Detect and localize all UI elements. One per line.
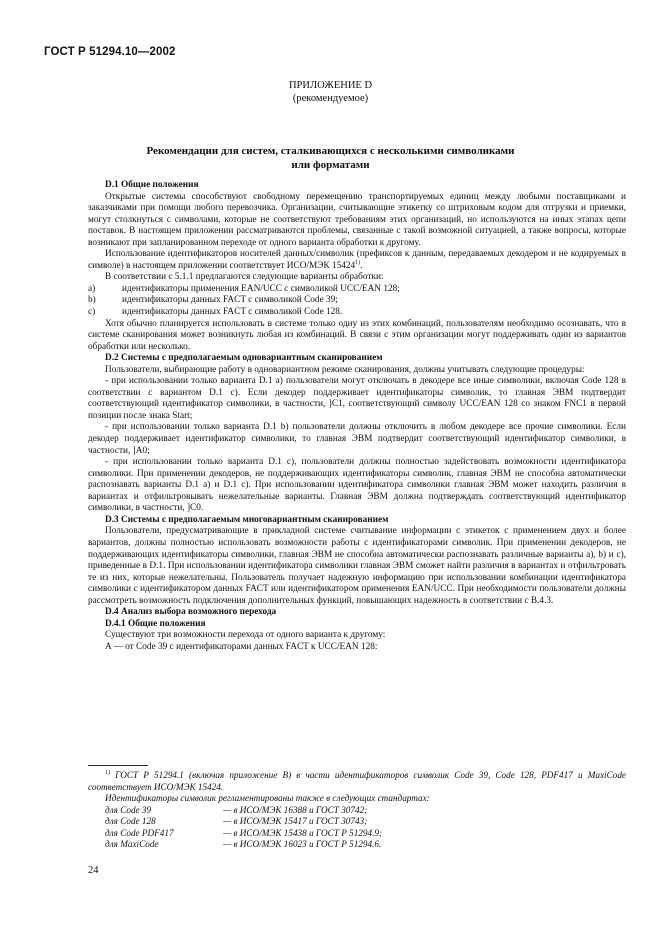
paragraph-text: Использование идентификаторов носителей данных/символик (префиксов к данным, передаваемых декодером и не кодируемых в символе) в настоящем приложении соответствует ИСО/МЭК 15424 (88, 249, 626, 271)
list-item (88, 284, 626, 296)
standard-symbology: для Code PDF417 (105, 827, 174, 838)
paragraph: Открытые системы способствуют свободному перемещению транспортируемых единиц между любыми поставщиками и заказчиками при помощи любого перевозчика. Организации, считывающие этикетку со штриховым кодом для отгрузки и приемки, могут столкнуться с символами, которые не соответствуют требованиям этих организаций, но используются на иных этапах цепи поставок. В настоящем приложении рассматриваются проблемы, связанные с такой возможной ситуацией, а также вопросы, которые возникают при запланированном переходе от одного варианта обработки к другому. (88, 191, 626, 248)
paragraph: Пользователи, предусматривающие в прикладной системе считывание информации с этикеток с применением двух и более вариантов, должны полностью использовать возможности работы с идентификаторами символик. При применении декодеров, не поддерживающих идентификаторы символики, главная ЭВМ не способна автоматически распознавать различные варианты a), b) и c), приведенные в D.1. При использовании идентификатора символики главная ЭВМ сможет найти различия в вариантах и отфильтровать те из них, которые нежелательны. Пользователь получает надежную информацию при использовании комбинации идентификатора символики с идентификатором данных FACT или идентификатором применения EAN/UCC. При необходимости пользователи должны рассмотреть возможность подключения дополнительных функций, повышающих надежность в соответствии с В.4.3. (88, 526, 626, 606)
appendix-title (60, 145, 601, 172)
standard-row (88, 805, 626, 817)
standard-row (88, 828, 626, 840)
main-text (88, 180, 626, 653)
paragraph: - при использовании только варианта D.1 b) пользователи должны отключить в любом декодере все прочие символики. Если декодер поддерживает идентификатор символики, то главная ЭВМ подтвердит соответствующий идентификатор символики, в частности, ]A0; (88, 422, 626, 456)
standard-reference: — в ИСО/МЭК 16023 и ГОСТ Р 51294.6. (223, 839, 382, 850)
paragraph: - при использовании только варианта D.1 c), пользователи должны полностью задействовать возможности идентификатора символики. При применении декодеров, не поддерживающих идентификаторы символик, главная ЭВМ не способна автоматически распознавать варианты D.1 a) и D.1 c). При использовании идентификатора символики главная ЭВМ может находить различия в вариантах и отфильтровывать нежелательные варианты. Главная ЭВМ должна подтверждать соответствующий идентификатор символики, в частности, ]C0. (88, 457, 626, 514)
standard-reference: — в ИСО/МЭК 16388 и ГОСТ 30742; (223, 804, 368, 815)
footnote-marker: 1) (105, 769, 110, 776)
list-marker: c) (88, 307, 96, 318)
appendix-status: (рекомендуемое) (292, 93, 369, 104)
standard-symbology: для Code 39 (105, 804, 152, 815)
paragraph: - при использовании только варианта D.1 a) пользователи могут отключать в декодере все иные символики, включая Code 128 в соответствии с вариантом D.1 c). Если декодер поддерживает идентификаторы символик, то главная ЭВМ подтвердит соответствующий идентификатор символики, в частности, ]C1, соответствующий символу UCC/EAN 128 со знаком FNC1 в первой позиции после знака Start; (88, 376, 626, 421)
section-heading-d1: D.1 Общие положения (105, 180, 199, 190)
footnote-standards-intro: Идентификаторы символик регламентированы также в следующих стандартах: (105, 793, 430, 804)
footnote-divider (88, 765, 148, 766)
appendix-title-line-1: Рекомендации для систем, сталкивающихся с несколькими символиками (146, 145, 515, 157)
appendix-title-line-2: или форматами (291, 158, 370, 171)
standard-reference: — в ИСО/МЭК 15417 и ГОСТ 30743; (223, 816, 368, 827)
list-item-text: идентификаторы применения EAN/UCC с символикой UCC/EAN 128; (122, 283, 400, 294)
standard-reference: — в ИСО/МЭК 15438 и ГОСТ Р 51294.9; (223, 827, 383, 838)
paragraph: В соответствии с 5.1.1 предлагаются следующие варианты обработки: (105, 272, 384, 283)
paragraph: Существуют три возможности перехода от одного варианта к другому: (105, 630, 386, 641)
options-list (88, 284, 626, 319)
footnote-text: ГОСТ Р 51294.1 (включая приложение В) в части идентификаторов символик Code 39, Code 128, PDF417 и MaxiCode соответствует ИСО/МЭК 15424. (88, 770, 626, 792)
paragraph: A — от Code 39 с идентификаторами данных FACT к UCC/EAN 128: (105, 641, 378, 652)
list-item-text: идентификаторы данных FACT с символикой Code 128. (122, 307, 343, 318)
footnote-1 (88, 770, 626, 793)
paragraph: Пользователи, выбирающие работу в одновариантном режиме сканирования, должны учитывать следующие процедуры: (105, 364, 585, 375)
page-number: 24 (88, 865, 99, 876)
list-marker: b) (88, 295, 96, 306)
standard-row (88, 839, 626, 851)
document-code-header: ГОСТ Р 51294.10—2002 (44, 46, 176, 58)
section-heading-d2: D.2 Системы с предполагаемым одновариантным сканированием (105, 353, 383, 364)
appendix-heading (0, 79, 661, 105)
footnotes (88, 770, 626, 851)
list-item (88, 295, 626, 307)
section-heading-d4-1: D.4.1 Общие положения (105, 618, 206, 629)
appendix-label: ПРИЛОЖЕНИЕ D (288, 80, 373, 91)
paragraph-end: . (360, 260, 363, 271)
list-item (88, 307, 626, 319)
list-item-text: идентификаторы данных FACT с символикой Code 39; (122, 295, 338, 306)
standard-symbology: для MaxiCode (105, 839, 159, 850)
footnote-reference[interactable]: 1) (355, 259, 361, 266)
section-heading-d3: D.3 Системы с предполагаемым многовариантным сканированием (105, 514, 389, 525)
paragraph (88, 249, 626, 272)
standard-symbology: для Code 128 (105, 816, 156, 827)
paragraph: Хотя обычно планируется использовать в системе только одну из этих комбинаций, пользователям необходимо осознавать, что в системе сканирования может возникнуть любая из комбинаций. В связи с этим организации могут поддерживать один из вариантов обработки или несколько. (88, 318, 626, 352)
list-marker: a) (88, 283, 96, 294)
section-heading-d4: D.4 Анализ выбора возможного перехода (105, 607, 277, 618)
standard-row (88, 816, 626, 828)
